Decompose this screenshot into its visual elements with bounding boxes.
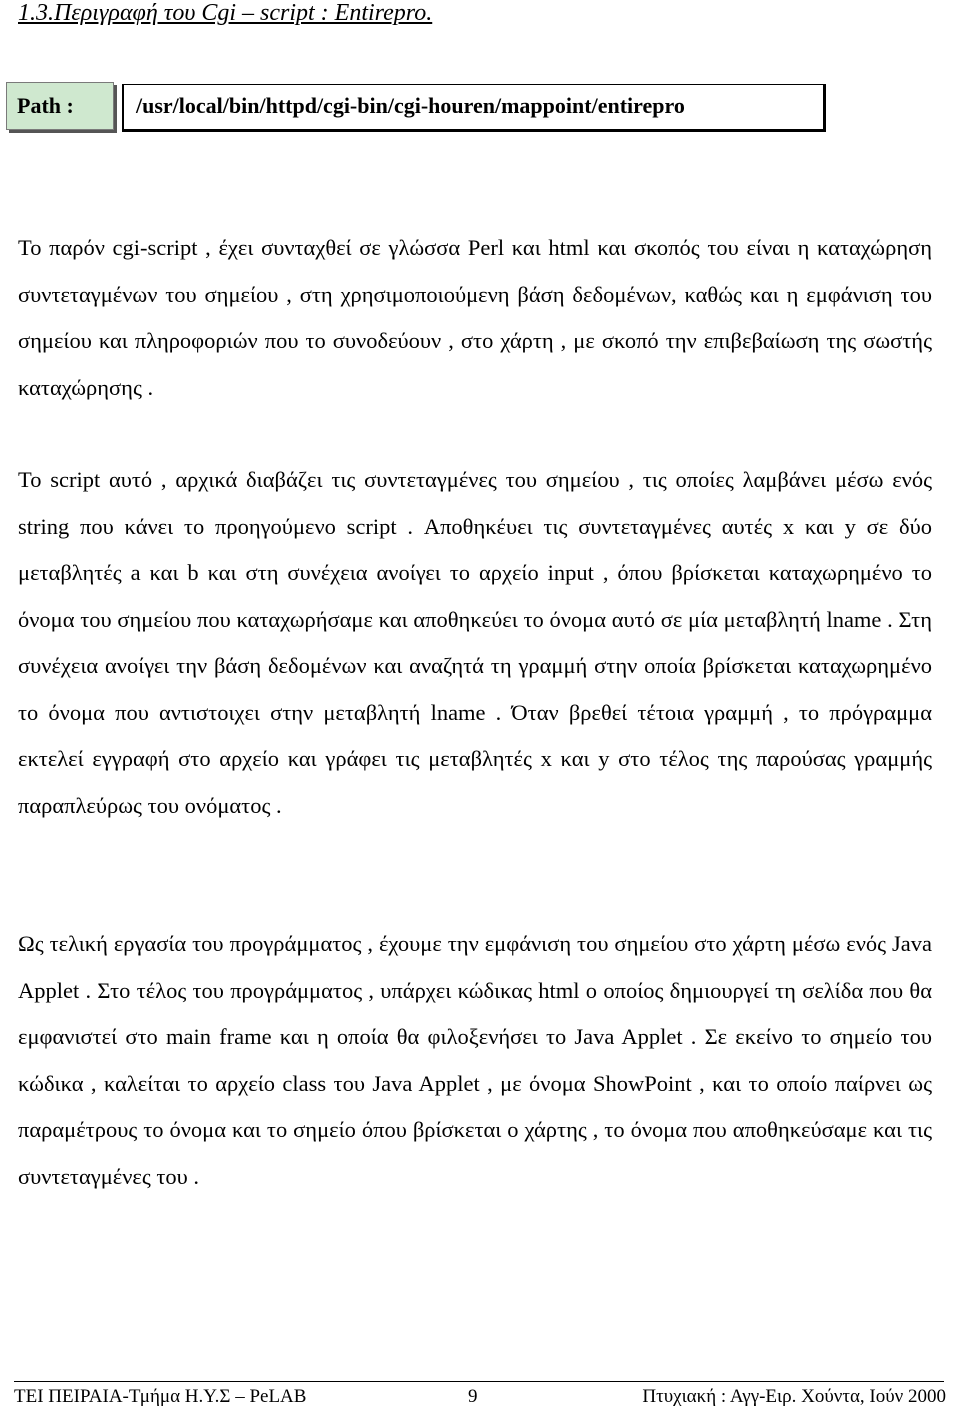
- section-heading: 1.3.Περιγραφή του Cgi – script : Entirepro.: [18, 0, 433, 26]
- path-value: /usr/local/bin/httpd/cgi-bin/cgi-houren/mappoint/entirepro: [122, 84, 826, 132]
- path-label: Path :: [6, 82, 114, 130]
- footer-divider: [14, 1381, 944, 1382]
- page-number: 9: [468, 1386, 478, 1407]
- paragraph-java-applet: Ως τελική εργασία του προγράμματος , έχουμε την εμφάνιση του σημείου στο χάρτη μέσω ενός Java Applet . Στο τέλος του προγράμματος , υπάρχει κώδικας html ο οποίος δημιουργεί τη σελίδα που θα εμφανιστεί στο main frame και η οποία θα φιλοξενήσει το Java Applet . Σε εκείνο το σημείο του κώδικα , καλείται το αρχείο class του Java Applet , με όνομα ShowPoint , και το οποίο παίρνει ως παραμέτρους το όνομα και το σημείο όπου βρίσκεται ο χάρτης , το όνομα που αποθηκεύσαμε και τις συντεταγμένες του .: [18, 931, 932, 1189]
- path-box: [6, 82, 826, 132]
- footer-thesis-info: Πτυχιακή : Αγγ-Ειρ. Χούντα, Ιούν 2000: [642, 1386, 946, 1407]
- footer-institution: ΤΕΙ ΠΕΙΡΑΙΑ-Τμήμα Η.Υ.Σ – PeLAB: [14, 1386, 307, 1407]
- paragraph-intro: Το παρόν cgi-script , έχει συνταχθεί σε γλώσσα Perl και html και σκοπός του είναι η καταχώρηση συντεταγμένων του σημείου , στη χρησιμοποιούμενη βάση δεδομένων, καθώς και η εμφάνιση του σημείου και πληροφοριών που το συνοδεύουν , στο χάρτη , με σκοπό την επιβεβαίωση της σωστής καταχώρησης .: [18, 235, 932, 400]
- paragraph-script-logic: Το script αυτό , αρχικά διαβάζει τις συντεταγμένες του σημείου , τις οποίες λαμβάνει μέσω ενός string που κάνει το προηγούμενο script . Αποθηκέυει τις συντεταγμένες αυτές x και y σε δύο μεταβλητές a και b και στη συνέχεια ανοίγει το αρχείο input , όπου βρίσκεται καταχωρημένο το όνομα του σημείου που καταχωρήσαμε και αποθηκεύει το όνομα αυτό σε μία μεταβλητή lname . Στη συνέχεια ανοίγει την βάση δεδομένων και αναζητά τη γραμμή στην οποία βρίσκεται καταχωρημένο το όνομα που αντιστοιχει στην μεταβλητή lname . Όταν βρεθεί τέτοια γραμμή , το πρόγραμμα εκτελεί εγγραφή στο αρχείο και γράφει τις μεταβλητές x και y στο τέλος της παρούσας γραμμής παραπλεύρως του ονόματος .: [18, 467, 933, 818]
